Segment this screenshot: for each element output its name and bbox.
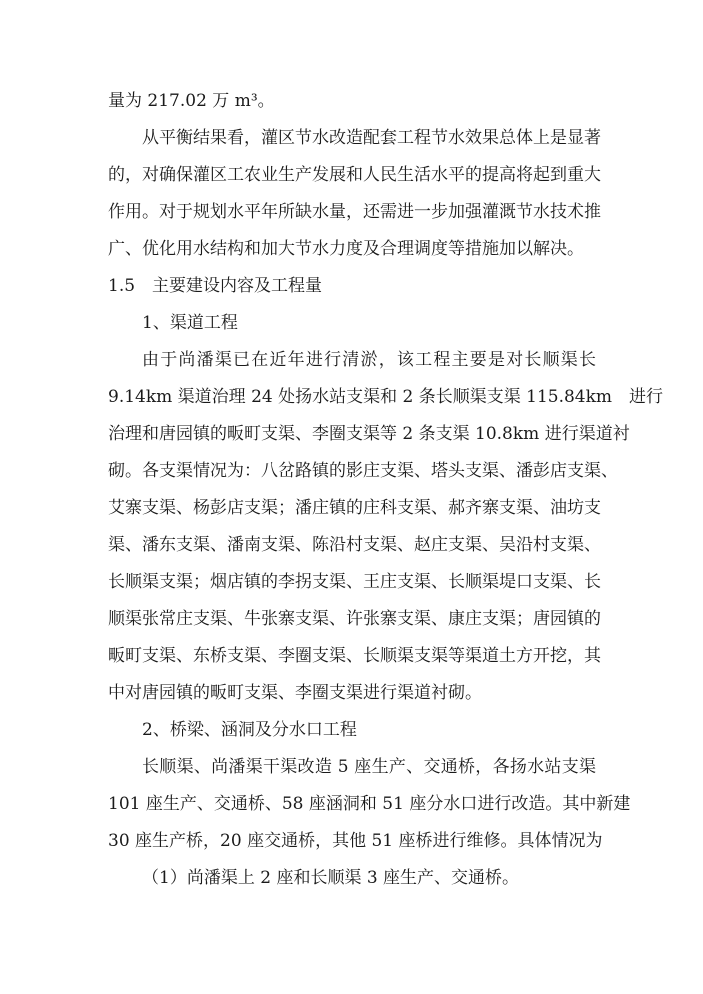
- text-line-19: 长顺渠、尚潘渠干渠改造 5 座生产、交通桥，各扬水站支渠: [142, 757, 596, 777]
- text-line-3: 的，对确保灌区工农业生产发展和人民生活水平的提高将起到重大: [108, 165, 601, 185]
- text-line-1: 量为 217.02 万 m³。: [108, 91, 275, 111]
- text-line-5: 广、优化用水结构和加大节水力度及合理调度等措施加以解决。: [108, 239, 584, 259]
- text-line-2: 从平衡结果看，灌区节水改造配套工程节水效果总体上是显著: [142, 128, 601, 148]
- text-line-15: 顺渠张常庄支渠、牛张寨支渠、许张寨支渠、康庄支渠；唐园镇的: [108, 609, 601, 629]
- text-line-20: 101 座生产、交通桥、58 座涵洞和 51 座分水口进行改造。其中新建: [108, 794, 631, 814]
- text-line-16: 畈町支渠、东桥支渠、李圈支渠、长顺渠支渠等渠道土方开挖，其: [108, 646, 601, 666]
- subheading-bridges-culverts: 2、桥梁、涵洞及分水口工程: [142, 720, 357, 740]
- text-line-4: 作用。对于规划水平年所缺水量，还需进一步加强灌溉节水技术推: [108, 202, 601, 222]
- section-heading-1-5: 1.5 主要建设内容及工程量: [108, 276, 323, 296]
- text-line-11: 砌。各支渠情况为：八岔路镇的影庄支渠、塔头支渠、潘彭店支渠、: [108, 461, 618, 481]
- text-line-21: 30 座生产桥，20 座交通桥，其他 51 座桥进行维修。具体情况为: [108, 831, 603, 851]
- text-line-12: 艾寨支渠、杨彭店支渠；潘庄镇的庄科支渠、郝齐寨支渠、油坊支: [108, 498, 601, 518]
- text-line-17: 中对唐园镇的畈町支渠、李圈支渠进行渠道衬砌。: [108, 683, 482, 703]
- text-line-10: 治理和唐园镇的畈町支渠、李圈支渠等 2 条支渠 10.8km 进行渠道衬: [108, 424, 630, 444]
- text-line-8: 由于尚潘渠已在近年进行清淤，该工程主要是对长顺渠长: [142, 350, 596, 370]
- text-line-13: 渠、潘东支渠、潘南支渠、陈沿村支渠、赵庄支渠、吴沿村支渠、: [108, 535, 601, 555]
- text-line-9: 9.14km 渠道治理 24 处扬水站支渠和 2 条长顺渠支渠 115.84km 进行: [108, 387, 664, 407]
- list-item-1: （1）尚潘渠上 2 座和长顺渠 3 座生产、交通桥。: [142, 868, 520, 888]
- subheading-channel-works: 1、渠道工程: [142, 313, 238, 333]
- text-line-14: 长顺渠支渠；烟店镇的李拐支渠、王庄支渠、长顺渠堤口支渠、长: [108, 572, 601, 592]
